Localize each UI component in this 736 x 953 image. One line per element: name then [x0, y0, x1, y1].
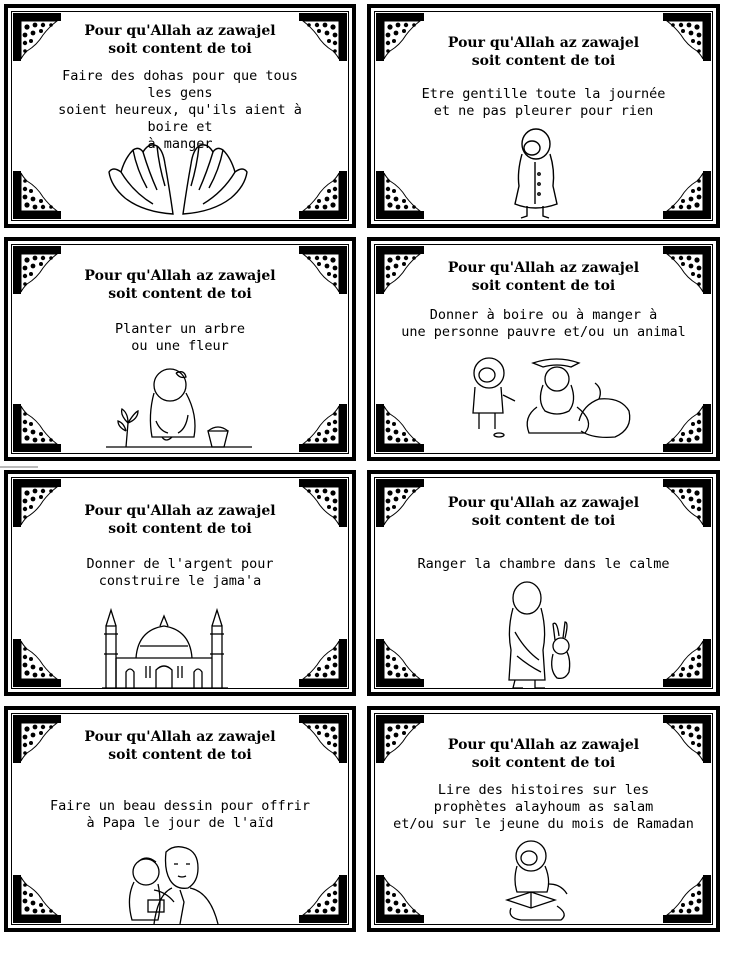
polka-dot-corner-ornament	[297, 873, 347, 923]
card-dohas	[4, 4, 356, 228]
card-title-line-1: Pour qu'Allah az zawajel	[447, 495, 640, 511]
card-title-line-2: soit content de toi	[471, 53, 616, 69]
polka-dot-corner-ornament	[376, 402, 426, 452]
polka-dot-corner-ornament	[13, 637, 63, 687]
card-text: Faire un beau dessin pour offrir à Papa le jour de l'aïd	[49, 798, 311, 831]
card-etre-gentille	[367, 4, 720, 228]
card-ranger-chambre	[367, 470, 720, 696]
card-title-line-2: soit content de toi	[108, 41, 252, 57]
card-text: Etre gentille toute la journée et ne pas pleurer pour rien	[421, 86, 666, 119]
card-beau-dessin	[4, 706, 356, 932]
card-title-line-1: Pour qu'Allah az zawajel	[447, 260, 640, 276]
card-text: Donner à boire ou à manger à une personne pauvre et/ou un animal	[401, 307, 686, 340]
polka-dot-corner-ornament	[376, 873, 426, 923]
girl-planting-illustration	[104, 365, 254, 451]
polka-dot-corner-ornament	[661, 402, 711, 452]
polka-dot-corner-ornament	[13, 169, 63, 219]
polka-dot-corner-ornament	[13, 402, 63, 452]
card-title-line-1: Pour qu'Allah az zawajel	[84, 729, 276, 745]
page-separator-mark	[0, 466, 38, 468]
polka-dot-corner-ornament	[376, 169, 426, 219]
card-title-line-2: soit content de toi	[108, 747, 252, 763]
child-hugging-father-illustration	[118, 842, 228, 926]
card-text: Planter un arbre ou une fleur	[114, 321, 246, 354]
card-text: Faire des dohas pour que tous les gens soient heureux, qu'ils aient à boire et à manger	[58, 68, 302, 152]
praying-hands-illustration	[103, 136, 253, 218]
card-title-line-2: soit content de toi	[471, 513, 616, 529]
polka-dot-corner-ornament	[297, 402, 347, 452]
card-title-line-2: soit content de toi	[108, 286, 252, 302]
girl-reading-illustration	[501, 834, 581, 924]
polka-dot-corner-ornament	[661, 873, 711, 923]
card-text: Ranger la chambre dans le calme	[417, 556, 670, 572]
card-title-line-2: soit content de toi	[471, 278, 616, 294]
card-text: Lire des histoires sur les prophètes alayhoum as salam et/ou sur le jeune du mois de Ramadan	[393, 782, 694, 832]
card-title-line-1: Pour qu'Allah az zawajel	[84, 23, 276, 39]
card-planter	[4, 237, 356, 461]
card-title-line-2: soit content de toi	[108, 521, 252, 537]
polka-dot-corner-ornament	[297, 169, 347, 219]
polka-dot-corner-ornament	[661, 169, 711, 219]
card-argent-jamaa	[4, 470, 356, 696]
card-title-line-1: Pour qu'Allah az zawajel	[84, 503, 276, 519]
polka-dot-corner-ornament	[13, 873, 63, 923]
mosque-illustration	[100, 604, 230, 690]
card-donner-a-boire	[367, 237, 720, 461]
polka-dot-corner-ornament	[376, 637, 426, 687]
child-giving-to-poor-man-illustration	[467, 351, 637, 443]
polka-dot-corner-ornament	[661, 637, 711, 687]
card-text: Donner de l'argent pour construire le jama'a	[86, 556, 274, 589]
card-title-line-1: Pour qu'Allah az zawajel	[447, 35, 640, 51]
card-title-line-2: soit content de toi	[471, 755, 616, 771]
polka-dot-corner-ornament	[297, 637, 347, 687]
card-title-line-1: Pour qu'Allah az zawajel	[447, 737, 640, 753]
card-lire-histoires	[367, 706, 720, 932]
girl-in-hijab-illustration	[511, 126, 561, 222]
card-title-line-1: Pour qu'Allah az zawajel	[84, 268, 276, 284]
girl-with-toy-illustration	[499, 580, 579, 692]
